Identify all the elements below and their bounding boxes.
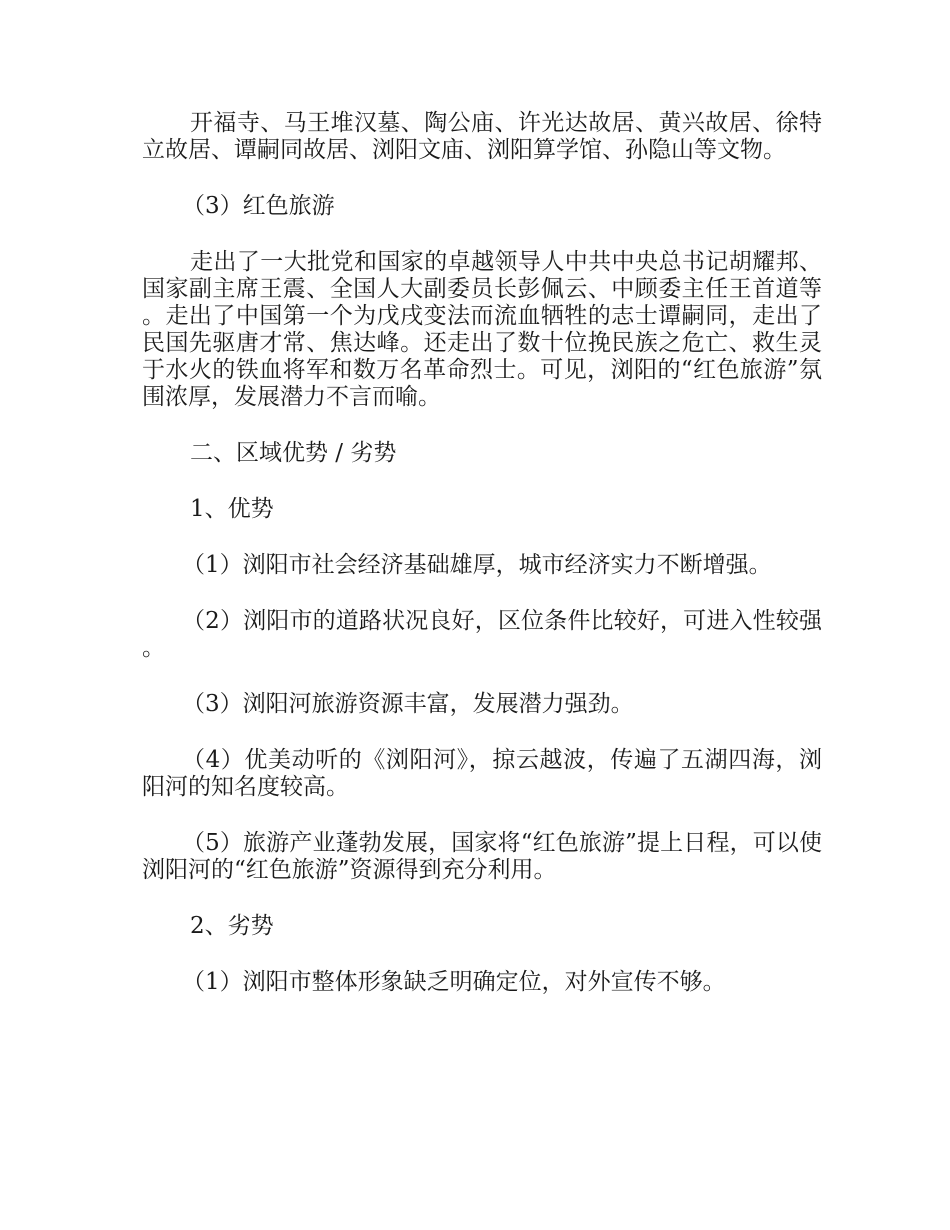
advantage-item-3: （3）浏阳河旅游资源丰富，发展潜力强劲。: [182, 691, 634, 717]
advantage-item-4: （4）优美动听的《浏阳河》，掠云越波，传遍了五湖四海，浏阳河的知名度较高。: [142, 747, 822, 800]
paragraph-red-tourism: 走出了一大批党和国家的卓越领导人中共中央总书记胡耀邦、国家副主席王震、全国人大副委员长彭佩云、中顾委主任王首道等。走出了中国第一个为戊戌变法而流血牺牲的志士谭嗣同，走出了民国先驱唐才常、焦达峰。还走出了数十位挽民族之危亡、救生灵于水火的铁血将军和数万名革命烈士。可见，浏阳的“红色旅游”氛围浓厚，发展潜力不言而喻。: [142, 249, 822, 410]
disadvantage-item-1: （1）浏阳市整体形象缺乏明确定位，对外宣传不够。: [182, 969, 726, 995]
heading-disadvantages: 2、劣势: [190, 913, 274, 939]
subheading-red-tourism: （3）红色旅游: [182, 193, 335, 219]
paragraph-cultural-relics: 开福寺、马王堆汉墓、陶公庙、许光达故居、黄兴故居、徐特立故居、谭嗣同故居、浏阳文庙、浏阳算学馆、孙隐山等文物。: [142, 110, 822, 163]
advantage-item-5: （5）旅游产业蓬勃发展，国家将“红色旅游”提上日程，可以使浏阳河的“红色旅游”资源得到充分利用。: [142, 830, 822, 883]
advantage-item-2: （2）浏阳市的道路状况良好，区位条件比较好，可进入性较强。: [142, 608, 822, 661]
heading-advantages: 1、优势: [190, 496, 274, 522]
advantage-item-1: （1）浏阳市社会经济基础雄厚，城市经济实力不断增强。: [182, 552, 772, 578]
document-page: [142, 110, 822, 1025]
section-heading-advantages-disadvantages: 二、区域优势 / 劣势: [190, 440, 397, 466]
